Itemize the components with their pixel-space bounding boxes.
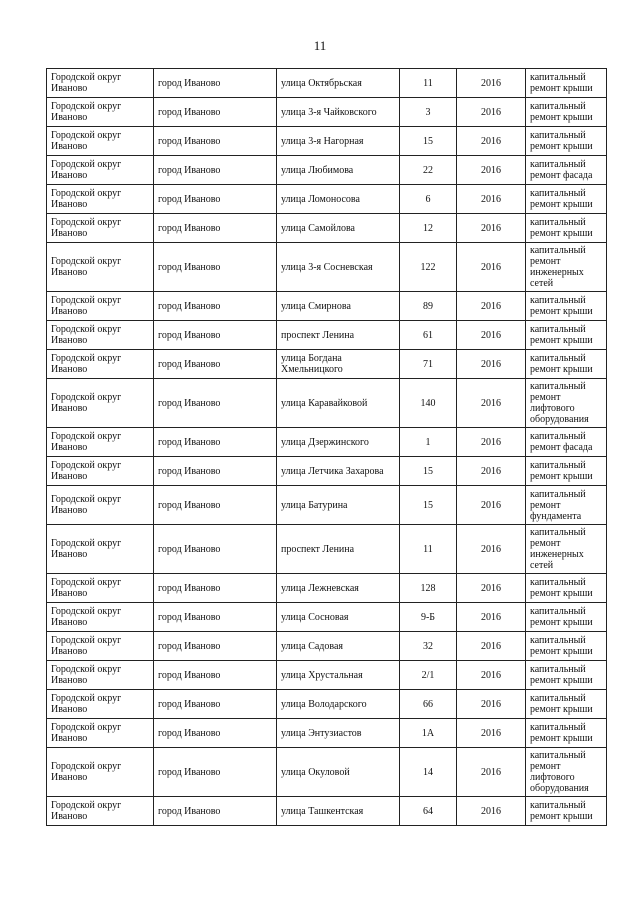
work-type-cell: капитальный ремонт крыши: [526, 603, 607, 632]
house-number-cell: 14: [400, 748, 457, 797]
city-cell: город Иваново: [154, 185, 277, 214]
city-cell: город Иваново: [154, 797, 277, 826]
city-cell: город Иваново: [154, 603, 277, 632]
house-number-cell: 15: [400, 486, 457, 525]
house-number-cell: 61: [400, 321, 457, 350]
house-number-cell: 122: [400, 243, 457, 292]
area-cell: Городской округ Иваново: [47, 428, 154, 457]
area-cell: Городской округ Иваново: [47, 797, 154, 826]
house-number-cell: 1А: [400, 719, 457, 748]
year-cell: 2016: [457, 292, 526, 321]
year-cell: 2016: [457, 797, 526, 826]
work-type-cell: капитальный ремонт крыши: [526, 690, 607, 719]
work-type-cell: капитальный ремонт крыши: [526, 574, 607, 603]
street-cell: улица Смирнова: [277, 292, 400, 321]
house-number-cell: 1: [400, 428, 457, 457]
work-type-cell: капитальный ремонт крыши: [526, 127, 607, 156]
year-cell: 2016: [457, 748, 526, 797]
city-cell: город Иваново: [154, 321, 277, 350]
street-cell: улица Любимова: [277, 156, 400, 185]
area-cell: Городской округ Иваново: [47, 574, 154, 603]
city-cell: город Иваново: [154, 632, 277, 661]
area-cell: Городской округ Иваново: [47, 719, 154, 748]
table-row: [47, 350, 607, 379]
table-row: [47, 486, 607, 525]
area-cell: Городской округ Иваново: [47, 457, 154, 486]
area-cell: Городской округ Иваново: [47, 69, 154, 98]
year-cell: 2016: [457, 661, 526, 690]
house-number-cell: 66: [400, 690, 457, 719]
area-cell: Городской округ Иваново: [47, 486, 154, 525]
area-cell: Городской округ Иваново: [47, 661, 154, 690]
table-row: [47, 127, 607, 156]
city-cell: город Иваново: [154, 350, 277, 379]
table-row: [47, 156, 607, 185]
area-cell: Городской округ Иваново: [47, 214, 154, 243]
year-cell: 2016: [457, 525, 526, 574]
year-cell: 2016: [457, 457, 526, 486]
year-cell: 2016: [457, 574, 526, 603]
city-cell: город Иваново: [154, 661, 277, 690]
work-type-cell: капитальный ремонт крыши: [526, 321, 607, 350]
city-cell: город Иваново: [154, 525, 277, 574]
street-cell: улица Летчика Захарова: [277, 457, 400, 486]
year-cell: 2016: [457, 428, 526, 457]
house-number-cell: 140: [400, 379, 457, 428]
table-row: [47, 632, 607, 661]
area-cell: Городской округ Иваново: [47, 156, 154, 185]
house-number-cell: 89: [400, 292, 457, 321]
city-cell: город Иваново: [154, 428, 277, 457]
repair-schedule-table: [46, 68, 607, 826]
street-cell: проспект Ленина: [277, 321, 400, 350]
work-type-cell: капитальный ремонт крыши: [526, 292, 607, 321]
work-type-cell: капитальный ремонт крыши: [526, 214, 607, 243]
area-cell: Городской округ Иваново: [47, 748, 154, 797]
street-cell: улица Энтузиастов: [277, 719, 400, 748]
city-cell: город Иваново: [154, 690, 277, 719]
table-row: [47, 292, 607, 321]
house-number-cell: 3: [400, 98, 457, 127]
house-number-cell: 64: [400, 797, 457, 826]
city-cell: город Иваново: [154, 748, 277, 797]
year-cell: 2016: [457, 632, 526, 661]
street-cell: улица 3-я Сосневская: [277, 243, 400, 292]
table-row: [47, 603, 607, 632]
city-cell: город Иваново: [154, 98, 277, 127]
city-cell: город Иваново: [154, 127, 277, 156]
year-cell: 2016: [457, 690, 526, 719]
table-row: [47, 525, 607, 574]
street-cell: улица Сосновая: [277, 603, 400, 632]
area-cell: Городской округ Иваново: [47, 321, 154, 350]
street-cell: улица Окуловой: [277, 748, 400, 797]
table-row: [47, 243, 607, 292]
area-cell: Городской округ Иваново: [47, 98, 154, 127]
area-cell: Городской округ Иваново: [47, 525, 154, 574]
house-number-cell: 11: [400, 69, 457, 98]
year-cell: 2016: [457, 321, 526, 350]
work-type-cell: капитальный ремонт крыши: [526, 719, 607, 748]
street-cell: улица Лежневская: [277, 574, 400, 603]
street-cell: улица Каравайковой: [277, 379, 400, 428]
year-cell: 2016: [457, 243, 526, 292]
street-cell: улица Ломоносова: [277, 185, 400, 214]
table-row: [47, 719, 607, 748]
street-cell: улица Октябрьская: [277, 69, 400, 98]
area-cell: Городской округ Иваново: [47, 127, 154, 156]
year-cell: 2016: [457, 486, 526, 525]
work-type-cell: капитальный ремонт лифтового оборудования: [526, 748, 607, 797]
work-type-cell: капитальный ремонт крыши: [526, 69, 607, 98]
street-cell: улица 3-я Нагорная: [277, 127, 400, 156]
year-cell: 2016: [457, 98, 526, 127]
city-cell: город Иваново: [154, 574, 277, 603]
city-cell: город Иваново: [154, 243, 277, 292]
area-cell: Городской округ Иваново: [47, 690, 154, 719]
year-cell: 2016: [457, 603, 526, 632]
house-number-cell: 128: [400, 574, 457, 603]
table-row: [47, 574, 607, 603]
area-cell: Городской округ Иваново: [47, 292, 154, 321]
table-body: [47, 69, 607, 826]
house-number-cell: 15: [400, 127, 457, 156]
table-row: [47, 661, 607, 690]
city-cell: город Иваново: [154, 156, 277, 185]
street-cell: улица Володарского: [277, 690, 400, 719]
city-cell: город Иваново: [154, 457, 277, 486]
house-number-cell: 11: [400, 525, 457, 574]
city-cell: город Иваново: [154, 214, 277, 243]
table-row: [47, 321, 607, 350]
city-cell: город Иваново: [154, 486, 277, 525]
work-type-cell: капитальный ремонт фундамента: [526, 486, 607, 525]
area-cell: Городской округ Иваново: [47, 243, 154, 292]
table-row: [47, 214, 607, 243]
page-number: 11: [313, 38, 327, 53]
work-type-cell: капитальный ремонт крыши: [526, 797, 607, 826]
year-cell: 2016: [457, 214, 526, 243]
street-cell: улица Хрустальная: [277, 661, 400, 690]
house-number-cell: 71: [400, 350, 457, 379]
area-cell: Городской округ Иваново: [47, 632, 154, 661]
work-type-cell: капитальный ремонт крыши: [526, 185, 607, 214]
area-cell: Городской округ Иваново: [47, 379, 154, 428]
area-cell: Городской округ Иваново: [47, 350, 154, 379]
table-row: [47, 797, 607, 826]
house-number-cell: 32: [400, 632, 457, 661]
work-type-cell: капитальный ремонт фасада: [526, 156, 607, 185]
city-cell: город Иваново: [154, 379, 277, 428]
house-number-cell: 9-Б: [400, 603, 457, 632]
city-cell: город Иваново: [154, 719, 277, 748]
year-cell: 2016: [457, 69, 526, 98]
work-type-cell: капитальный ремонт крыши: [526, 457, 607, 486]
year-cell: 2016: [457, 719, 526, 748]
work-type-cell: капитальный ремонт крыши: [526, 661, 607, 690]
year-cell: 2016: [457, 127, 526, 156]
table-row: [47, 379, 607, 428]
year-cell: 2016: [457, 156, 526, 185]
work-type-cell: капитальный ремонт крыши: [526, 632, 607, 661]
work-type-cell: капитальный ремонт инженерных сетей: [526, 525, 607, 574]
table-row: [47, 98, 607, 127]
street-cell: улица Дзержинского: [277, 428, 400, 457]
work-type-cell: капитальный ремонт фасада: [526, 428, 607, 457]
street-cell: проспект Ленина: [277, 525, 400, 574]
street-cell: улица 3-я Чайковского: [277, 98, 400, 127]
city-cell: город Иваново: [154, 292, 277, 321]
table-row: [47, 457, 607, 486]
house-number-cell: 2/1: [400, 661, 457, 690]
table-row: [47, 69, 607, 98]
street-cell: улица Садовая: [277, 632, 400, 661]
table-row: [47, 748, 607, 797]
work-type-cell: капитальный ремонт лифтового оборудования: [526, 379, 607, 428]
work-type-cell: капитальный ремонт крыши: [526, 98, 607, 127]
city-cell: город Иваново: [154, 69, 277, 98]
work-type-cell: капитальный ремонт крыши: [526, 350, 607, 379]
house-number-cell: 22: [400, 156, 457, 185]
street-cell: улица Богдана Хмельницкого: [277, 350, 400, 379]
table-row: [47, 185, 607, 214]
street-cell: улица Самойлова: [277, 214, 400, 243]
work-type-cell: капитальный ремонт инженерных сетей: [526, 243, 607, 292]
year-cell: 2016: [457, 379, 526, 428]
house-number-cell: 6: [400, 185, 457, 214]
street-cell: улица Батурина: [277, 486, 400, 525]
year-cell: 2016: [457, 185, 526, 214]
house-number-cell: 15: [400, 457, 457, 486]
area-cell: Городской округ Иваново: [47, 185, 154, 214]
year-cell: 2016: [457, 350, 526, 379]
table-row: [47, 428, 607, 457]
table-row: [47, 690, 607, 719]
street-cell: улица Ташкентская: [277, 797, 400, 826]
house-number-cell: 12: [400, 214, 457, 243]
area-cell: Городской округ Иваново: [47, 603, 154, 632]
